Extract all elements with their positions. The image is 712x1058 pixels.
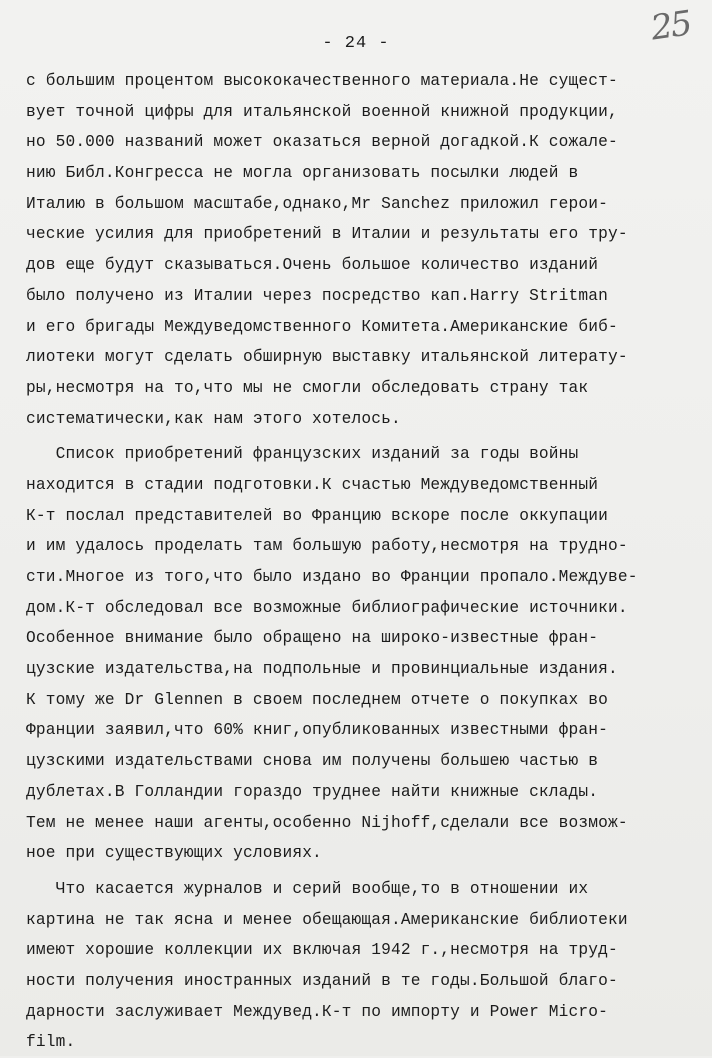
text-line: сти.Многое из того,что было издано во Франции пропало.Междуве- (26, 568, 638, 586)
text-line: Италию в большом масштабе,однако,Mr Sanchez приложил герои- (26, 194, 608, 213)
text-line: ческие усилия для приобретений в Италии и результаты его тру- (26, 225, 628, 244)
text-line: и его бригады Междуведомственного Комитета.Американские биб- (26, 317, 618, 336)
text-line: дом.К-т обследовал все возможные библиографические источники. (26, 598, 628, 617)
text-line: Тем не менее наши агенты,особенно Nijhoff,сделали все возмож- (26, 813, 628, 832)
text-line: К тому же Dr Glennen в своем последнем отчете о покупках во (26, 690, 608, 709)
text-line: film. (26, 1033, 76, 1052)
text-line: было получено из Италии через посредство кап.Harry Stritman (26, 286, 608, 305)
text-line: нию Библ.Конгресса не могла организовать посылки людей в (26, 164, 579, 183)
text-line: ное при существующих условиях. (26, 844, 322, 863)
handwritten-page-mark: 25 (648, 3, 693, 49)
text-line: имеют хорошие коллекции их включая 1942 г.,несмотря на труд- (26, 941, 618, 960)
paragraph-2 (26, 439, 706, 869)
text-line: дов еще будут сказываться.Очень большое количество изданий (26, 256, 599, 275)
paragraph-1 (26, 66, 706, 434)
text-line: Что касается журналов и серий вообще,то в отношении их (26, 879, 589, 898)
text-line: К-т послал представителей во Францию вскоре после оккупации (26, 506, 608, 525)
text-line: но 50.000 названий может оказаться верной догадкой.К сожале- (26, 133, 618, 152)
text-line: и им удалось проделать там большую работу,несмотря на трудно- (26, 537, 628, 556)
text-line: цузскими издательствами снова им получены большею частью в (26, 752, 599, 771)
text-line: находится в стадии подготовки.К счастью Междуведомственный (26, 475, 599, 494)
body-text (26, 66, 706, 1058)
text-line: дублетах.В Голландии гораздо труднее найти книжные склады. (26, 782, 599, 801)
text-line: цузские издательства,на подпольные и провинциальные издания. (26, 660, 618, 679)
text-line: вует точной цифры для итальянской военной книжной продукции, (26, 102, 618, 121)
text-line: систематически,как нам этого хотелось. (26, 409, 401, 428)
page-number: - 24 - (322, 34, 390, 53)
text-line: Список приобретений французских изданий за годы войны (26, 445, 579, 464)
text-line: ры,несмотря на то,что мы не смогли обследовать страну так (26, 378, 589, 397)
text-line: ности получения иностранных изданий в те годы.Большой благо- (26, 971, 618, 990)
paragraph-3 (26, 874, 706, 1058)
text-line: лиотеки могут сделать обширную выставку итальянской литерату- (26, 348, 628, 367)
text-line: Особенное внимание было обращено на широко-известные фран- (26, 629, 599, 648)
text-line: Франции заявил,что 60% книг,опубликованных известными фран- (26, 721, 608, 740)
text-line: картина не так ясна и менее обещающая.Американские библиотеки (26, 910, 628, 929)
text-line: дарности заслуживает Междувед.К-т по импорту и Power Micro- (26, 1002, 608, 1021)
text-line: с большим процентом высококачественного материала.Не сущест- (26, 72, 618, 90)
